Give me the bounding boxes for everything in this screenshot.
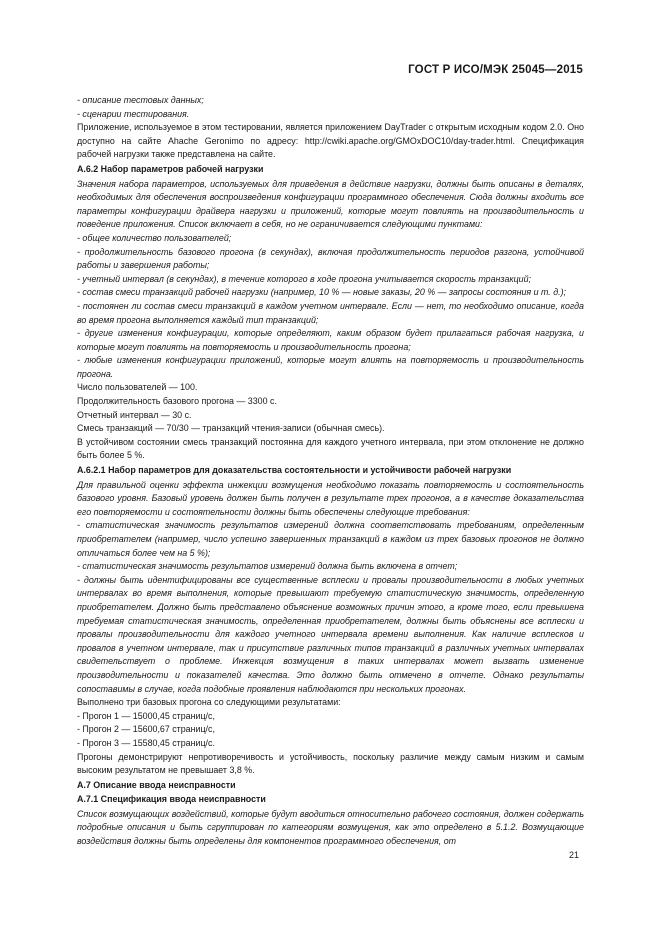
paragraph: - состав смеси транзакций рабочей нагрузки (например, 10 % — новые заказы, 20 % — запросы состояния и т. д.);: [77, 287, 567, 298]
paragraph: Приложение, используемое в этом тестировании, является приложением DayTrader с открытым исходным кодом 2.0. Оно доступно на сайте Ahache Geronimo по адресу: http://cwiki.apache.org/GMOxDOC10/day-trader.html. Спецификация рабочей нагрузки также представлена на сайте.: [77, 122, 584, 160]
paragraph: - Прогон 1 — 15000,45 страниц/с,: [77, 710, 215, 721]
paragraph: - Прогон 2 — 15600,67 страниц/с,: [77, 724, 215, 735]
paragraph: - статистическая значимость результатов измерений должна быть включена в отчет;: [77, 561, 458, 572]
paragraph: - учетный интервал (в секундах), в течение которого в ходе прогона учитывается скорость транзакций;: [77, 273, 531, 284]
section-heading: А.6.2.1 Набор параметров для доказательства состоятельности и устойчивости рабочей нагрузки: [77, 465, 512, 476]
paragraph: - постоянен ли состав смеси транзакций в каждом учетном интервале. Если — нет, то необходимо описание, когда во время прогона выполняется каждый тип транзакций;: [77, 300, 584, 325]
paragraph: - должны быть идентифицированы все существенные всплески и провалы производительности в любых учетных интервалах во время выполнения, которые превышают требуемую статистическую значимость, определенную приобретателем. Должно быть представлено объяснение возможных причин этого, а кроме того, если превышена требуемая статистическая значимость, определенная приобретателем, должны быть объяснены все всплески и провалы производительности для каждого учетного интервала времени выполнения. Как наличие всплесков и провалов в учетном интервале, так и присутствие различных типов транзакций в различных учетных интервалах свидетельствует о проблеме. Инжекция возмущения в таких интервалах может вызвать изменение производительности и показателей качества. Это должно быть отмечено в отчете. Однако результаты сопоставимы в случае, когда подобные проявления наблюдаются при нескольких прогонах.: [77, 574, 584, 694]
paragraph: Выполнено три базовых прогона со следующими результатами:: [77, 697, 341, 708]
paragraph: - Прогон 3 — 15580,45 страниц/с.: [77, 737, 215, 748]
paragraph: - любые изменения конфигурации приложений, которые могут влиять на повторяемость и производительность прогона.: [77, 355, 584, 379]
paragraph: Прогоны демонстрируют непротиворечивость и устойчивость, поскольку различие между самым низким и самым высоким результатом не превышает 3,8 %.: [77, 751, 584, 776]
paragraph: - общее количество пользователей;: [77, 232, 232, 243]
section-heading: А.6.2 Набор параметров рабочей нагрузки: [77, 163, 264, 174]
page-number: 21: [568, 850, 579, 860]
paragraph: Для правильной оценки эффекта инжекции возмущения необходимо показать повторяемость и состоятельность базового уровня. Базовый уровень должен быть получен в результате трех прогонов, а в качестве доказательства его повторяемости и состоятельности должны быть обеспечены следующие требования:: [77, 479, 584, 517]
paragraph: Значения набора параметров, используемых для приведения в действие нагрузки, должны быть описаны в деталях, необходимых для обеспечения воспроизведения конфигурации программного обеспечения. Сюда должны входить все параметры конфигурации драйвера нагрузки и приложений, которые могут повлиять на производительность и поведение приложения. Список включает в себя, но не ограничивается следующими пунктами:: [77, 178, 584, 230]
paragraph: - сценарии тестирования.: [77, 108, 190, 119]
paragraph: Смесь транзакций — 70/30 — транзакций чтения-записи (обычная смесь).: [77, 423, 385, 434]
paragraph: Отчетный интервал — 30 с.: [77, 409, 192, 420]
paragraph: Список возмущающих воздействий, которые будут вводиться относительно рабочего состояния, должен содержать подробные описания и быть сгруппирован по категориям возмущения, как это определено в 5.1.2. Возмущающие воздействия должны быть определены для компонентов программного обеспечения, от: [77, 808, 584, 847]
document-body: [77, 94, 584, 849]
document-header: ГОСТ Р ИСО/МЭК 25045—2015: [408, 64, 583, 76]
paragraph: - статистическая значимость результатов измерений должна соответствовать требованиям, определенным приобретателем (например, число успешно завершенных транзакций в каждом из трех базовых прогонов не должно отличаться более чем на 5 %);: [77, 520, 584, 558]
paragraph: В устойчивом состоянии смесь транзакций постоянна для каждого учетного интервала, при этом отклонение не должно быть более 5 %.: [77, 436, 584, 461]
paragraph: - описание тестовых данных;: [77, 95, 204, 105]
paragraph: - другие изменения конфигурации, которые определяют, каким образом будет прилагаться рабочая нагрузка, и которые могут повлиять на повторяемость и производительность прогона;: [77, 328, 584, 352]
section-heading: А.7 Описание ввода неисправности: [77, 779, 236, 790]
paragraph: Число пользователей — 100.: [77, 382, 198, 393]
section-heading: А.7.1 Спецификация ввода неисправности: [77, 794, 266, 805]
paragraph: - продолжительность базового прогона (в секундах), включая продолжительность периодов разгона, устойчивой работы и завершения работы;: [77, 246, 584, 271]
paragraph: Продолжительность базового прогона — 3300 с.: [77, 396, 277, 407]
